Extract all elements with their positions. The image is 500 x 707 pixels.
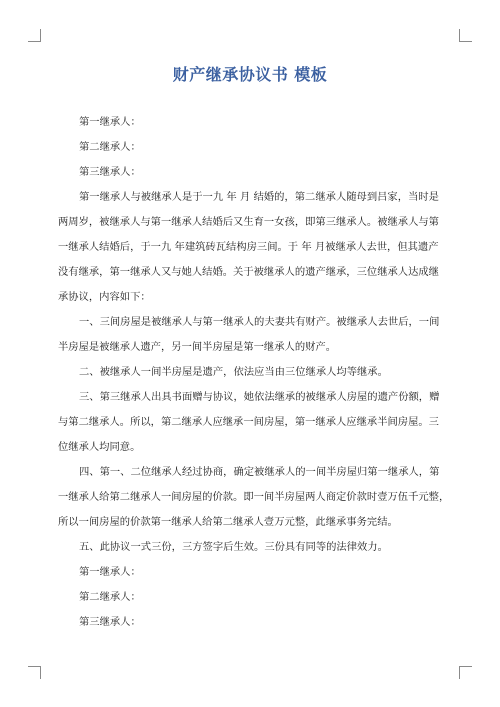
heir-2-label: 第二继承人：	[79, 141, 141, 153]
clause-1-line: 半房屋是被继承人遗产，另一间半房屋是第一继承人的财产。	[58, 341, 337, 353]
paragraph-line: 没有继承，第一继承人又与她人结婚。关于被继承人的遗产继承，三位继承人达成继	[58, 266, 439, 278]
paragraph-line: 两周岁，被继承人与第一继承人结婚后又生育一女孩，即第三继承人。被继承人与第	[58, 216, 439, 228]
clause-4-line: 四、第一、二位继承人经过协商，确定被继承人的一间半房屋归第一继承人，第	[79, 466, 440, 478]
clause-4-line: 所以一间房屋的价款第一继承人给第二继承人壹万元整，此继承事务完结。	[58, 516, 398, 528]
crop-mark-top-left	[28, 29, 41, 42]
signature-heir-2: 第二继承人：	[79, 591, 141, 603]
document-title: 财产继承协议书 模板	[172, 65, 328, 84]
crop-mark-bottom-right	[459, 666, 472, 679]
clause-3-line: 位继承人均同意。	[58, 441, 141, 453]
clause-5-line: 五、此协议一式三份，三方签字后生效。三份具有同等的法律效力。	[79, 541, 388, 553]
clause-1-line: 一、三间房屋是被继承人与第一继承人的夫妻共有财产。被继承人去世后，一间	[79, 316, 440, 328]
clause-2-line: 二、被继承人一间半房屋是遗产，依法应当由三位继承人均等继承。	[79, 366, 388, 378]
signature-heir-1: 第一继承人：	[79, 566, 141, 578]
crop-mark-bottom-left	[28, 666, 41, 679]
clause-4-line: 一继承人给第二继承人一间房屋的价款。即一间半房屋两人商定价款时壹万伍千元整，	[58, 491, 450, 503]
clause-3-line: 三、第三继承人出具书面赠与协议，她依法继承的被继承人房屋的遗产份额，赠	[79, 391, 440, 403]
heir-1-label: 第一继承人：	[79, 116, 141, 128]
heir-3-label: 第三继承人：	[79, 166, 141, 178]
crop-mark-top-right	[459, 29, 472, 42]
paragraph-line: 承协议，内容如下：	[58, 291, 151, 303]
signature-heir-3: 第三继承人：	[79, 616, 141, 628]
paragraph-line: 第一继承人与被继承人是于一九 年 月 结婚的，第二继承人随母到吕家，当时是	[79, 191, 439, 203]
paragraph-line: 一继承人结婚后，于一九 年建筑砖瓦结构房三间。于 年 月被继承人去世，但其遗产	[58, 241, 439, 253]
clause-3-line: 与第二继承人。所以，第二继承人应继承一间房屋，第一继承人应继承半间房屋。三	[58, 416, 439, 428]
